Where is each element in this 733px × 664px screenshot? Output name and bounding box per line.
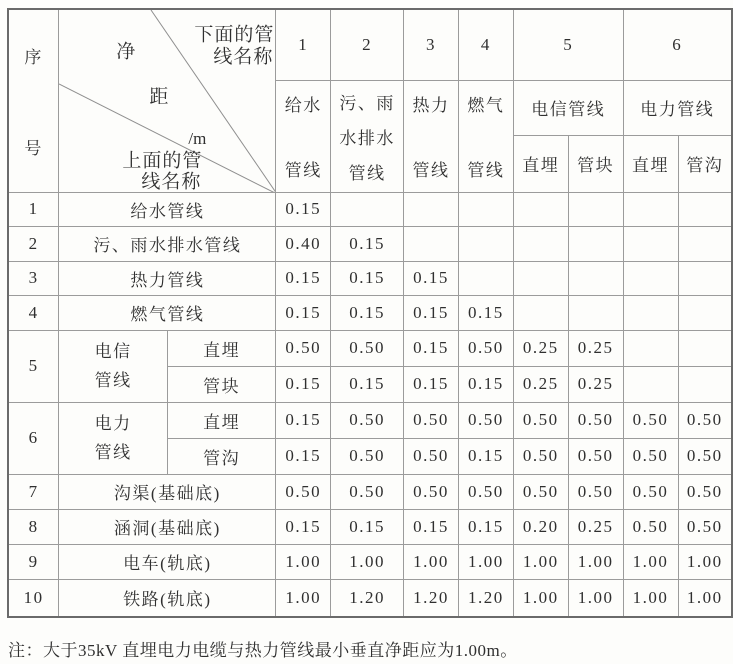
diagonal-label-below-line1: 下面的管 [194, 24, 275, 46]
value-cell [568, 192, 623, 226]
table-row [8, 330, 732, 366]
value-cell: 0.40 [276, 226, 331, 261]
value-cell [513, 226, 568, 261]
value-cell [568, 261, 623, 295]
col-header-heating [404, 80, 459, 192]
row-number: 6 [8, 402, 59, 474]
value-cell [404, 192, 459, 226]
diagonal-label-above-line1: 上面的管 [122, 150, 203, 172]
value-cell: 0.50 [331, 330, 404, 366]
col-header-line: 给水 [284, 96, 322, 115]
row-label-line: 管线 [94, 443, 132, 462]
value-cell: 0.15 [276, 366, 331, 402]
value-cell: 0.20 [513, 509, 568, 544]
value-cell [568, 226, 623, 261]
row-number: 10 [8, 579, 59, 617]
value-cell: 0.15 [404, 366, 459, 402]
table-row [8, 192, 732, 226]
value-cell: 0.25 [568, 366, 623, 402]
value-cell: 1.00 [623, 544, 678, 579]
value-cell: 1.00 [458, 544, 513, 579]
value-cell: 0.50 [458, 330, 513, 366]
diagonal-label-unit: /m [188, 129, 207, 148]
row-label: 给水管线 [59, 192, 276, 226]
sub-row-label: 直埋 [167, 402, 276, 438]
value-cell: 0.50 [678, 438, 732, 474]
col-header-line: 燃气 [467, 96, 505, 115]
value-cell: 0.25 [513, 366, 568, 402]
value-cell: 0.50 [404, 438, 459, 474]
value-cell: 0.15 [458, 438, 513, 474]
value-cell: 0.50 [623, 509, 678, 544]
value-cell: 0.15 [404, 261, 459, 295]
col-number-3: 3 [404, 9, 459, 80]
seq-header-char-bottom: 号 [24, 138, 43, 158]
value-cell: 0.25 [568, 330, 623, 366]
value-cell: 0.50 [331, 402, 404, 438]
value-cell [623, 295, 678, 330]
value-cell: 0.50 [331, 438, 404, 474]
value-cell: 0.50 [678, 509, 732, 544]
row-number: 5 [8, 330, 59, 402]
value-cell [623, 261, 678, 295]
row-label [59, 330, 168, 402]
value-cell [513, 295, 568, 330]
row-label: 热力管线 [59, 261, 276, 295]
value-cell: 0.50 [331, 474, 404, 509]
subcol-power-trench: 管沟 [678, 135, 732, 192]
value-cell [623, 330, 678, 366]
row-number: 1 [8, 192, 59, 226]
value-cell [458, 261, 513, 295]
row-label: 电车(轨底) [59, 544, 276, 579]
value-cell [623, 226, 678, 261]
row-label: 涵洞(基础底) [59, 509, 276, 544]
value-cell: 0.15 [404, 509, 459, 544]
value-cell [458, 226, 513, 261]
value-cell: 0.15 [404, 330, 459, 366]
table-row [8, 261, 732, 295]
table-row [8, 226, 732, 261]
diagonal-header-cell [59, 9, 276, 192]
value-cell: 1.00 [678, 579, 732, 617]
value-cell [513, 192, 568, 226]
row-label: 燃气管线 [59, 295, 276, 330]
value-cell: 1.00 [513, 544, 568, 579]
value-cell: 0.15 [331, 261, 404, 295]
col-header-line: 热力 [412, 96, 450, 115]
value-cell: 0.15 [404, 295, 459, 330]
sub-row-label: 管块 [167, 366, 276, 402]
value-cell: 0.15 [276, 509, 331, 544]
header-row-numbers [8, 9, 732, 80]
row-number: 7 [8, 474, 59, 509]
value-cell: 1.00 [678, 544, 732, 579]
value-cell [623, 366, 678, 402]
col-header-water-supply [276, 80, 331, 192]
row-label-line: 电力 [94, 414, 132, 433]
row-label-line: 管线 [94, 371, 132, 390]
col-header-telecom: 电信管线 [513, 80, 623, 135]
value-cell: 0.25 [513, 330, 568, 366]
value-cell: 1.00 [623, 579, 678, 617]
row-label: 铁路(轨底) [59, 579, 276, 617]
sub-row-label: 直埋 [167, 330, 276, 366]
value-cell: 1.00 [404, 544, 459, 579]
table-row [8, 402, 732, 438]
table-row [8, 544, 732, 579]
value-cell [678, 226, 732, 261]
value-cell [331, 192, 404, 226]
seq-header-char-top: 序 [24, 47, 43, 67]
value-cell [623, 192, 678, 226]
value-cell [678, 330, 732, 366]
row-number: 8 [8, 509, 59, 544]
value-cell: 0.15 [331, 295, 404, 330]
value-cell: 0.50 [404, 474, 459, 509]
diagonal-label-clearance-char2: 距 [149, 86, 170, 108]
col-header-line: 管线 [412, 161, 450, 180]
value-cell: 1.20 [331, 579, 404, 617]
col-header-line: 管线 [284, 161, 322, 180]
row-label: 污、雨水排水管线 [59, 226, 276, 261]
value-cell: 0.15 [276, 295, 331, 330]
value-cell: 0.50 [678, 402, 732, 438]
value-cell: 1.00 [568, 579, 623, 617]
row-number: 3 [8, 261, 59, 295]
row-number: 9 [8, 544, 59, 579]
value-cell: 0.15 [276, 192, 331, 226]
subcol-telecom-duct: 管块 [568, 135, 623, 192]
value-cell: 0.50 [513, 402, 568, 438]
value-cell [678, 295, 732, 330]
col-header-sewage-storm [331, 80, 404, 192]
value-cell: 1.00 [568, 544, 623, 579]
value-cell: 0.15 [276, 402, 331, 438]
value-cell: 0.25 [568, 509, 623, 544]
col-header-line: 水排水 [339, 128, 395, 148]
value-cell: 0.15 [331, 366, 404, 402]
col-number-6: 6 [623, 9, 732, 80]
value-cell: 1.00 [331, 544, 404, 579]
value-cell: 0.50 [513, 474, 568, 509]
value-cell [458, 192, 513, 226]
col-header-line: 污、雨 [339, 93, 395, 113]
value-cell: 1.00 [513, 579, 568, 617]
value-cell: 0.50 [276, 330, 331, 366]
footnote: 注：大于35kV 直埋电力电缆与热力管线最小垂直净距应为1.00m。 [8, 641, 518, 660]
value-cell: 1.00 [276, 544, 331, 579]
row-label-line: 电信 [94, 342, 132, 361]
table-row [8, 474, 732, 509]
value-cell [513, 261, 568, 295]
value-cell: 0.50 [276, 474, 331, 509]
sub-row-label: 管沟 [167, 438, 276, 474]
value-cell: 0.50 [513, 438, 568, 474]
subcol-power-buried: 直埋 [623, 135, 678, 192]
value-cell: 0.15 [276, 438, 331, 474]
col-header-line: 管线 [348, 163, 386, 183]
value-cell: 0.15 [458, 295, 513, 330]
value-cell: 0.50 [623, 474, 678, 509]
value-cell [678, 261, 732, 295]
seq-header [8, 9, 59, 192]
col-number-4: 4 [458, 9, 513, 80]
value-cell [678, 366, 732, 402]
value-cell: 0.50 [568, 438, 623, 474]
value-cell: 0.50 [458, 474, 513, 509]
value-cell: 0.50 [623, 402, 678, 438]
value-cell: 1.00 [276, 579, 331, 617]
value-cell: 0.15 [458, 366, 513, 402]
value-cell: 0.50 [568, 402, 623, 438]
pipeline-clearance-table [7, 8, 733, 618]
value-cell [404, 226, 459, 261]
row-number: 4 [8, 295, 59, 330]
col-header-gas [458, 80, 513, 192]
row-number: 2 [8, 226, 59, 261]
value-cell: 1.20 [458, 579, 513, 617]
value-cell [568, 295, 623, 330]
row-label [59, 402, 168, 474]
value-cell: 0.50 [623, 438, 678, 474]
col-header-line: 管线 [467, 161, 505, 180]
value-cell: 0.15 [458, 509, 513, 544]
col-number-5: 5 [513, 9, 623, 80]
value-cell: 0.15 [331, 226, 404, 261]
diagonal-label-clearance-char1: 净 [116, 41, 137, 63]
value-cell: 0.50 [458, 402, 513, 438]
diagonal-label-above-line2: 线名称 [141, 171, 202, 192]
value-cell: 0.50 [404, 402, 459, 438]
table-row [8, 509, 732, 544]
table-row [8, 579, 732, 617]
table-row [8, 295, 732, 330]
subcol-telecom-buried: 直埋 [513, 135, 568, 192]
col-number-2: 2 [331, 9, 404, 80]
value-cell: 0.15 [276, 261, 331, 295]
diagonal-label-below-line2: 线名称 [213, 46, 274, 68]
value-cell: 0.50 [568, 474, 623, 509]
row-label: 沟渠(基础底) [59, 474, 276, 509]
value-cell: 0.15 [331, 509, 404, 544]
value-cell: 1.20 [404, 579, 459, 617]
col-header-power: 电力管线 [623, 80, 732, 135]
value-cell: 0.50 [678, 474, 732, 509]
col-number-1: 1 [276, 9, 331, 80]
value-cell [678, 192, 732, 226]
